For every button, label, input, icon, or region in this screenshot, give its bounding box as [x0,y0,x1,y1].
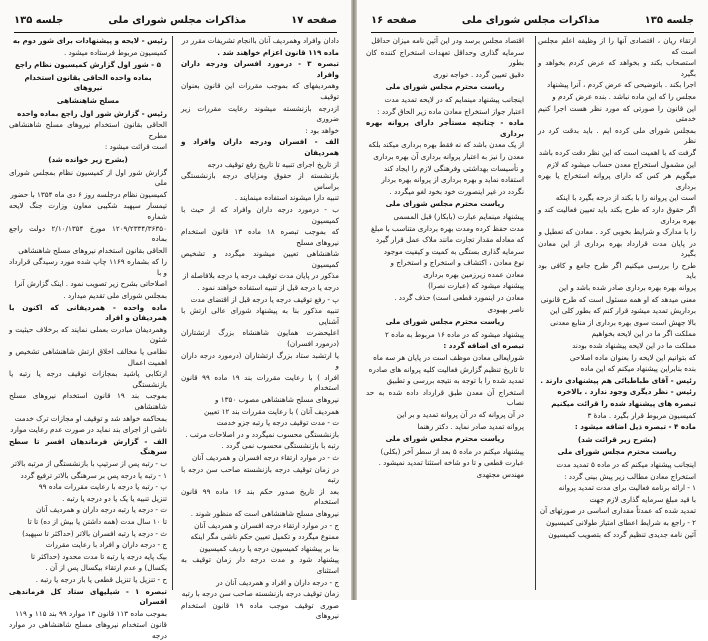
text-line: درجه یا درجه قبل از تنبیه استفاده خواهند نمود . [197,283,339,293]
page-header [371,10,694,30]
text-line: بازنشسته از حقوق ومزایای درجه بازنشستگی براساس [181,171,339,191]
text-line: تنبیه مذکور بنا به پیشنهاد شورای عالی ارتش با آشنایی [181,306,339,326]
text-column-left [9,36,168,640]
text-line: صوری توقیف موجب ماده ۱۹ قانون استخدام نیروهای [181,600,339,621]
text-line: ناشی از اجرای بند نماید در صورت عدم رعایت موارد [10,425,167,435]
page-number: صفحه ۱۶ [371,14,417,26]
text-line: در زمان توقیف درجه بازنشسته صاحب سن درجه با رتبه [181,464,339,485]
text-line: ح - تنزیل یا تنزیل قطعی یا باز درجه یا رتبه . [35,574,167,584]
text-line: افراد ) با رعایت مقررات بند ۱۹ ماده ۹۹ قانون استخدام [181,372,339,393]
text-line: بماده واحده الحاقی بقانون استخدام نیروهای [24,72,152,93]
text-line: طرح را بررسی میکنیم اگر طرح جامع و کافی بود باید [538,260,696,281]
text-line: شورایعالی معادن موظف است در پایان هر سه ماه [373,353,524,363]
text-line: است قرائت میشود : [104,142,167,152]
text-line: ارتقاء ریان ، اقتصادی آنها را از وظیفه اعلم مجلس است که [538,36,696,56]
text-line: بنا بر پیشنهاد کمیسیون درجه یا ردیف کمیسیون [199,543,339,553]
text-line: را با مدارک و شرایط بخوبی کرد . معادن که تعطیل و [538,227,696,237]
text-line: نگردد در غیر اینصورت خود بخود لغو میگردد . [389,186,524,196]
text-line: شاهنشاهی تعیین میشوند میگردد و تشخیص کمیسیون [181,249,339,269]
text-line: تبصره های پیشنهاد شده را قرائت میکنیم [551,399,696,408]
text-line: یکسال) و عدم ارتقاء بیکسال پس از آن . [45,563,167,573]
page-17 [0,0,351,640]
text-line: ب - رتبه پس از سرتیپ با بازنشستگی از مرتبه بالاتر [11,458,167,468]
text-line: پروانه بهره بهره برداری صادر شده باشد و این [558,283,696,293]
text-line: رئیس - لایحه و پیشنهادات برای شور دوم به [12,36,167,45]
session-number: جلسه ۱۳۵ [644,14,694,26]
text-line: رئیس - آقای طباطبائی هم پیشنهادی دارند . [540,375,696,385]
text-line: مهندس مجتهدی [476,469,524,479]
text-line: (بشرح زیر قرائت شد) [577,434,657,444]
text-line: ریاست محترم مجلس شورای ملی [385,82,505,92]
text-line: تنبیه دارا میشوند استفاده مینمایند . [234,193,339,203]
text-line: الحاقی بقانون استخدام نیروهای مسلح شاهنشاهی مطرح [9,120,167,140]
column-divider [172,36,173,590]
text-line: بمجلس شورای ملی کرده ایم . باید بدقت کرد در نظر [538,125,696,146]
text-line: بازنشستگی محسوب نمیگردد و در اصلاحات مرتب . [185,429,339,439]
header-rule [14,32,337,33]
text-line: قانون استخدام نیروهای مسلح شاهنشاهی در موارد درجه [9,620,167,640]
text-line: اینجانب پیشنهاد میکنم که در ماده ۵ تمدید مدت [556,459,696,469]
text-line: است این پروانه را با بکند از درجه بگیرد با اینکه [555,193,696,203]
text-line: این قانون را صورتی که مورد نظر هست اجرا کنیم خدمتی [538,103,696,124]
text-line: نظامی یا مخالف اخلاق ارتش شاهنشاهی تشخیص و اهمیت اعمال [9,347,167,367]
text-line: کمیسیون نظام درجلسه روز ۶ دی ماه ۱۳۵۴ با حضور [10,189,167,199]
text-line: ج - درجه داران و افراد با رعایت مقررات [45,540,167,550]
text-line: ب - درمورد درجه داران وافراد که از حیث با کمیسیون [181,204,339,225]
text-line: ۲ - راجع به شرایط اعطای امتیاز طولانی کمیسیون [546,517,696,527]
page-header [14,10,337,30]
text-line: تا ۱۰ سال مدت (همه داشتن یا بیش از ده) تا تا [27,516,167,526]
text-line: مدت حفظ کرده ومدت بهره برداری متناسب با مبلغ [371,223,524,233]
text-line: معنی میدهد که او همه مسئول است که طرح قانونی [540,294,696,304]
text-line: استخراج معادن مطالب زیر پیش بینی گردد : [564,471,696,481]
text-line: این مشمول استخراج معدن حساب میشود که لازم [546,159,696,169]
text-line: استصحاب بکند و بخواهد که عرض کردم بخواهد و بگیرد [538,58,696,78]
header-rule [371,32,694,33]
text-line: تمدید شده که عمدتاً مقداری اساسی در صورتهای آن [539,506,696,516]
text-line: ۱۲۰۹/۲۳۳۴/۳۶۳۵۰ مورخ ۲/۱۰/۱۳۵۴ دولت راجع بماده [9,223,167,244]
journal-title: مذاکرات مجلس شورای ملی [461,14,600,26]
text-line: آئین نامه جدیدی تنظیم گردد که بتصویب کمیسیون [548,529,696,539]
text-line: ناصر بهبودی [487,304,524,314]
text-line: تبصره ۳ - درمورد افسران ودرجه داران وافراد [181,59,339,79]
text-line: سرمایه گذاری وحداقل تعهدات استخراج کننده کان بطور [366,47,524,68]
text-line: تبصره ۱ - شیلیهای ستاد کل فرماندهی افسران [9,586,167,607]
page-16 [357,0,708,600]
column-divider [535,36,536,590]
text-column-right [181,36,340,621]
text-line: الف - گزارش فرماندهان افسر تا سطح سرهنگ [9,436,167,457]
text-line: ۱ - رتبه یا درجه پس بر سرهنگی بالاتر ترفیع گردد [20,470,167,480]
text-line: ج - درجه داران و افراد و همردیف آنان در [216,577,339,587]
text-line: با قید مبلغ سرمایه گذاری لازم جهت [589,494,696,504]
text-line: ت - مدت توقیف درجه یا رتبه جزو خدمت [216,418,339,428]
text-line: ۵ - شور اول گزارش کمیسیون نظام راجع [14,60,162,70]
text-line: معادن در اینمورد قطعی است) حذف گردد . [394,293,524,303]
text-line: ج - در موارد ارتقاء درجه افسران و همردیف آنان [194,520,339,530]
text-line: اجرا بکند . باتوضیحی که عرض کردم ، آنرا پیشنهاد [547,80,696,90]
text-line: نیروهای مسلح شاهنشاهی مصوب ۱۳۵۰ و [215,395,339,404]
text-line: مذکور در پایان مدت توقیف درجه یا درجه بلافاصله از [182,271,339,281]
text-line: زمان توقیف درجه بازنشسته صاحب سن درجه با رتبه [181,589,339,599]
text-column-left [366,36,524,592]
text-column-right [538,36,696,592]
text-line: استفاده نماید و بهره برداری از پروانه بهره بردار [381,175,524,185]
session-number: جلسه ۱۳۵ [14,14,64,26]
text-line: رئیس - گزارش شور اول راجع بماده واحده [17,108,167,118]
text-line: خواهد بود : [305,125,339,135]
text-line: که بتوانیم این لایحه را بعنوان ماده اصلاحی [569,352,696,362]
text-line: وهمردیفان مبادرت بعملی نمایند که برخلاف حیثیت و شئون [9,324,167,345]
text-line: که معادله مقدار تجارت مانند ملاک عمل قرار گیرد [375,235,524,245]
text-line: اصلاحاتی بشرح زیر تصویب نمود . اینک گزارش آنرا [14,279,167,289]
text-line: بمحاکمه خواهد شد و توقیف او مجازات ترک خدمت [14,413,167,423]
text-line: گزارش شور اول از کمیسیون نظام بمجلس شورای ملی [9,167,167,188]
text-line: که بموجب تبصره ۱۸ ماده ۱۳ قانون استخدام نیروهای مسلح [181,227,339,247]
text-line: دادان وافراد وهمردیف آنان باانجام تشریفات مقرر در [181,36,339,45]
text-line: بنده بنابراین پیشنهاد میکنم که این ماده [580,364,696,374]
text-line: تبصره ای اضافه گردد : [443,341,524,351]
text-line: بموجب بند ۱۹ قانون استخدام نیروهای مسلح شاهنشاهی [9,391,167,411]
text-line: ث - درجه یا رتبه افسران بالاتر (حداکثر تا سپهبد) [22,528,167,538]
text-line: را که بشماره ۱۱۶۹ چاپ شده مورد رسیدگی قرارداد و با [9,257,168,277]
text-line: مجلس را که این ماده نباشد . بنده عرض کردم و [552,91,696,101]
text-line: کمیسیون مربوط قرار بگیرد . مادهٔ ۳ [587,410,696,420]
text-line: بمجلس شورای ملی تقدیم میدارد . [63,291,167,301]
text-line: رئیس - نظر دیگری وجود ندارد . بالاخره [557,387,696,397]
text-line: پیشنهاد شود و مدت درجه دار زمان توقیف به استثنای [181,555,339,575]
text-line: در آن پروانه که در آن پروانه تمدید و بر این [396,410,524,419]
text-line: ریاست محترم مجلس شورای ملی [385,434,505,444]
text-line: نیروهای مسلح شاهنشاهی است که منظور شوند . [190,508,339,518]
text-line: از تاریخ اجرای تنبیه تا تاریخ رفع توقیف درجه [207,159,339,169]
text-line: پیشنهاد مینمایم عبارت (بابکار) قبل المسمی [393,211,524,221]
text-line: پیشنهاد میکنم در ماده ۵ بعد از سطر آخر (بکلی) [380,446,524,456]
text-line: اینجانب پیشنهاد مینمایم که در لایحه تمدید مدت [384,94,524,104]
text-line: ماده واحده - همردیفانی که اکنون با همردیفان و افراد [9,302,167,323]
text-line: ماده - چنانچه مستأجر دارای پروانه بهره برداری [366,118,524,138]
text-line: کمیسیون مربوط فرستاده میشود . [63,47,167,57]
text-line: میگویم هر کس که دارای پروانه استخراج یا بهره برداری [538,171,696,191]
text-line: ث - در موارد ارتقاء درجه افسران و همردیف آنان [191,452,339,462]
text-line: بموجب ماده ۱۱۳ قانون ۱۳ موارد ۹۹ بند ۱۱۵ و ۱۱۹ [15,608,167,618]
page-number: صفحه ۱۷ [291,14,337,26]
text-line: پروانه تمدید صادر نماید . دکتر رهنما [417,421,524,431]
text-line: (بشرح زیر خوانده شد) [48,154,128,164]
text-line: تا تاریخ تنظیم گزارش فعالیت کلیه پروانه های صادره [368,364,524,374]
text-line: معدن را نیز به اعتبار پروانه برداری آن بهره برداری [373,151,524,161]
text-line: همردیف آنان ) با رعایت مقررات بند ۱۲ تعیین [204,406,339,416]
text-line: از یک معدن باشد که نه فقط بهره برداری میکند بلکه [368,140,524,150]
text-line: پ - رتبه یا درجه با رعایت مقررات ماده ۹۹ [38,482,167,492]
text-line: بالا جهش است سوی بهره برداری از منابع معدنی [550,317,696,327]
text-line: پ - رفع توقیف درجه یا درجه قبل از اقتضای مدت [190,294,339,304]
text-line: نوع معادن ، اکتشاف و استخراج و استخراج و [390,258,524,268]
text-line: یا ارتشبد ستاد بزرگ ارتشتاران (درمورد درجه داران و [181,350,339,371]
text-line: گرفت که با اهمیت است که این نظر دقت کرده باشد [538,147,696,157]
text-line: الف - افسران ودرجه داران وافراد و همردیفان [181,137,339,157]
text-line: اگر حقوق دارد که طرح بکند باید تعیین فعالیت کند و بهره برداری [538,204,696,225]
text-line: بعد از تاریخ صدور حکم بند ۱۶ ماده ۹۹ قانون استخدام [181,486,340,507]
text-line: ممنوع میگردد و تکمیل تعیین حکم ناشی مگر اینکه [190,532,339,542]
text-line: مملکت ما در این لایحه پیشنهاد شده بودند [572,341,696,351]
text-line: الحاقی بقانون استخدام نیروهای مسلح شاهنشاهی [18,245,167,255]
text-line: تمدید شده را با توجه به نتیجه بررسی و تطبیق [386,376,524,386]
text-line: رتبه با بازنشستگی محسوب نمی گردد . [221,441,339,451]
text-line: سرمایه گذاری بستگی به کمیت و کیفیت موجود [383,246,524,256]
text-line: مملکت اگر ما در این لایحه بخواهیم [591,329,696,339]
text-line: و تأسیسات بهداشتی وفرهنگی لازم را ایجاد کند [383,163,524,173]
text-line: ریاست محترم مجلس شورای ملی [385,317,505,327]
text-line: اعتبار جواز استخراج معادن ماده زیر الحاق گردد : [377,106,524,116]
journal-title: مذاکرات مجلس شورای ملی [108,14,247,26]
text-line: مسلح شاهنشاهی [56,95,120,105]
text-line: در پایان مدت قرارداد بهره برداری از این معادن بگیرد [538,238,696,259]
text-line: اعلیحضرت همایون شاهنشاه بزرگ ارتشتاران (درمورد افسران) [181,328,339,349]
text-line: ماده ۴ - تبصره ذیل اضافه میشود : [574,422,696,432]
text-line: ازدرجه بازنشسته میشوند رعایت مقررات زیر ضروری [181,103,339,124]
text-line: استخراج آن معدن طبق قرارداد داده شده به حد نصاب [366,387,524,408]
text-line: تیمسار سپهبد شکیبی معاون وزارت جنگ لایحه شماره [9,201,167,221]
text-line: پیشنهاد میشود که در ماده ۱۶ مربوط به ماده ۲ [385,329,524,339]
text-line: معادن عمده زیرزمین بهره برداری [423,269,524,279]
text-line: عبارت قطعی و تا دو شاخه استثنا تمدید نمیشود . [378,458,524,468]
text-line: پیشنهاد میشود که (عبارت نصرا) [428,281,524,291]
text-line: ماده ۱۱۹ قانون اعزام خواهند شد . [217,47,339,57]
text-line: دقیق تعیین گردد . خواجه نوری [433,69,524,79]
text-line: تنزیل تنبیه یا یک یا دو درجه یا رتبه . [62,493,167,503]
text-line: ۱ - ارائه برنامه فعالیت برای مدت تمدید پروانه [558,483,696,493]
text-line: برداریش تمدید میشود قرار کنم که بطور کلی این [550,306,696,316]
text-line: وهمردیفهای که بموجب مقررات این قانون بعنوان توقیف [181,81,339,101]
text-line: ریاست محترم مجلس شورای ملی [385,199,505,209]
text-line: اقتصاد مجلس برسد ودر این آئین نامه میزان حداقل [371,36,524,45]
text-line: ارتکابی پاشید بمجازات توقیف درجه یا رتبه یا بازنشستگی [9,369,167,389]
text-line: ریاست محترم مجلس شورای ملی [557,447,677,457]
text-line: بیک پایه درجه یا رتبه تا مدت محدود (حداکثر تا [30,551,167,561]
text-line: ت - درجه یا رتبه درجه داران و همردیف آنان [36,505,167,515]
